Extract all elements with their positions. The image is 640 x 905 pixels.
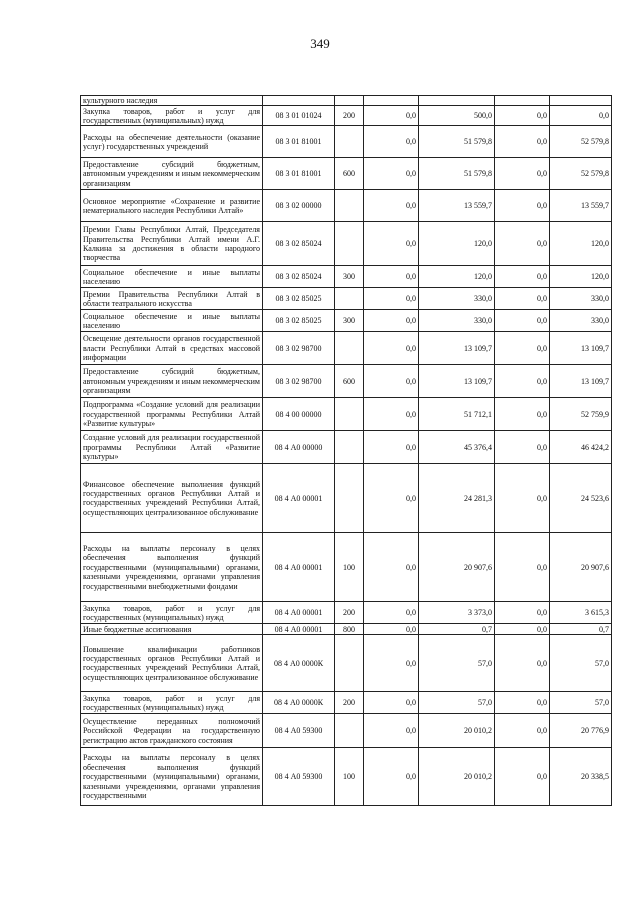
table-row [81,692,612,714]
expense-name-cell: Освещение деятельности органов государственной власти Республики Алтай в средствах массовой информации [81,332,263,365]
amount-cell-1: 0,0 [364,365,419,398]
table-row [81,288,612,310]
expense-name-cell: Предоставление субсидий бюджетным, автономным учреждениям и иным некоммерческим организациям [81,158,263,190]
expense-kind-cell [335,714,364,748]
amount-cell-2 [419,96,495,106]
amount-cell-1: 0,0 [364,266,419,288]
amount-cell-4: 46 424,2 [550,431,612,464]
amount-cell-3: 0,0 [495,222,550,266]
table-row [81,365,612,398]
amount-cell-4 [550,96,612,106]
table-row [81,96,612,106]
amount-cell-3: 0,0 [495,692,550,714]
amount-cell-1: 0,0 [364,464,419,533]
expense-kind-cell [335,332,364,365]
expense-kind-cell [335,398,364,431]
expense-name-cell: Расходы на выплаты персоналу в целях обеспечения выполнения функций государственными (муниципальными) органами, казенными учреждениями, органами управления государственными внебюджетными фондами [81,533,263,602]
expense-kind-cell: 600 [335,365,364,398]
table-row [81,332,612,365]
amount-cell-4: 57,0 [550,635,612,692]
amount-cell-3: 0,0 [495,635,550,692]
target-article-code-cell: 08 3 02 98700 [263,365,335,398]
budget-table [80,95,612,806]
expense-kind-cell: 300 [335,310,364,332]
target-article-code-cell: 08 4 А0 0000К [263,635,335,692]
table-row [81,533,612,602]
table-row [81,398,612,431]
amount-cell-1: 0,0 [364,126,419,158]
expense-kind-cell: 200 [335,692,364,714]
amount-cell-2: 51 712,1 [419,398,495,431]
expense-kind-cell [335,288,364,310]
amount-cell-2: 3 373,0 [419,602,495,624]
expense-name-cell: Повышение квалификации работников государственных органов Республики Алтай и государственных учреждений Республики Алтай, осуществляющих централизованное обслуживание [81,635,263,692]
amount-cell-2: 20 907,6 [419,533,495,602]
amount-cell-2: 120,0 [419,222,495,266]
table-row [81,464,612,533]
amount-cell-4: 57,0 [550,692,612,714]
amount-cell-2: 57,0 [419,692,495,714]
target-article-code-cell: 08 4 А0 59300 [263,714,335,748]
amount-cell-3: 0,0 [495,748,550,806]
amount-cell-1: 0,0 [364,398,419,431]
expense-kind-cell [335,464,364,533]
expense-name-cell: Социальное обеспечение и иные выплаты населению [81,266,263,288]
amount-cell-3: 0,0 [495,624,550,635]
table-row [81,106,612,126]
amount-cell-4: 13 109,7 [550,365,612,398]
expense-name-cell: Закупка товаров, работ и услуг для государственных (муниципальных) нужд [81,106,263,126]
amount-cell-4: 13 109,7 [550,332,612,365]
amount-cell-4: 13 559,7 [550,190,612,222]
expense-name-cell: Подпрограмма «Создание условий для реализации государственной программы Республики Алтай «Развитие культуры» [81,398,263,431]
target-article-code-cell: 08 4 А0 59300 [263,748,335,806]
amount-cell-3: 0,0 [495,106,550,126]
expense-kind-cell: 200 [335,602,364,624]
amount-cell-2: 20 010,2 [419,748,495,806]
expense-name-cell: Премии Главы Республики Алтай, Председателя Правительства Республики Алтай имени А.Г. Калкина за достижения в области народного творчества [81,222,263,266]
target-article-code-cell: 08 3 02 00000 [263,190,335,222]
amount-cell-2: 330,0 [419,288,495,310]
amount-cell-4: 52 759,9 [550,398,612,431]
amount-cell-1: 0,0 [364,310,419,332]
amount-cell-2: 500,0 [419,106,495,126]
target-article-code-cell: 08 3 02 85025 [263,288,335,310]
expense-kind-cell: 300 [335,266,364,288]
amount-cell-4: 120,0 [550,266,612,288]
amount-cell-4: 3 615,3 [550,602,612,624]
amount-cell-4: 0,7 [550,624,612,635]
target-article-code-cell: 08 4 А0 00001 [263,602,335,624]
table-row [81,126,612,158]
amount-cell-2: 57,0 [419,635,495,692]
expense-kind-cell: 600 [335,158,364,190]
target-article-code-cell: 08 4 А0 00001 [263,624,335,635]
amount-cell-3: 0,0 [495,365,550,398]
target-article-code-cell: 08 3 01 81001 [263,158,335,190]
amount-cell-2: 13 559,7 [419,190,495,222]
expense-name-cell: Расходы на выплаты персоналу в целях обеспечения выполнения функций государственными (муниципальными) органами, казенными учреждениями, органами управления государственными [81,748,263,806]
amount-cell-2: 51 579,8 [419,158,495,190]
table-row [81,266,612,288]
expense-kind-cell [335,222,364,266]
amount-cell-4: 0,0 [550,106,612,126]
expense-kind-cell: 100 [335,533,364,602]
amount-cell-4: 20 907,6 [550,533,612,602]
target-article-code-cell [263,96,335,106]
amount-cell-2: 120,0 [419,266,495,288]
expense-kind-cell [335,635,364,692]
expense-kind-cell: 100 [335,748,364,806]
target-article-code-cell: 08 4 А0 0000К [263,692,335,714]
amount-cell-1: 0,0 [364,602,419,624]
amount-cell-3: 0,0 [495,714,550,748]
target-article-code-cell: 08 3 02 85024 [263,266,335,288]
amount-cell-1: 0,0 [364,533,419,602]
amount-cell-1: 0,0 [364,288,419,310]
amount-cell-2: 0,7 [419,624,495,635]
amount-cell-3: 0,0 [495,431,550,464]
amount-cell-3 [495,96,550,106]
amount-cell-1: 0,0 [364,158,419,190]
amount-cell-2: 51 579,8 [419,126,495,158]
target-article-code-cell: 08 3 01 01024 [263,106,335,126]
budget-table-body [81,96,612,806]
amount-cell-3: 0,0 [495,126,550,158]
target-article-code-cell: 08 4 А0 00000 [263,431,335,464]
table-row [81,624,612,635]
amount-cell-2: 24 281,3 [419,464,495,533]
table-row [81,310,612,332]
amount-cell-2: 20 010,2 [419,714,495,748]
amount-cell-1: 0,0 [364,106,419,126]
expense-kind-cell [335,126,364,158]
expense-name-cell: Социальное обеспечение и иные выплаты населению [81,310,263,332]
amount-cell-3: 0,0 [495,464,550,533]
amount-cell-3: 0,0 [495,602,550,624]
amount-cell-1: 0,0 [364,190,419,222]
table-row [81,714,612,748]
expense-kind-cell [335,190,364,222]
table-row [81,748,612,806]
amount-cell-4: 20 776,9 [550,714,612,748]
amount-cell-2: 330,0 [419,310,495,332]
amount-cell-1: 0,0 [364,222,419,266]
amount-cell-1: 0,0 [364,714,419,748]
amount-cell-3: 0,0 [495,533,550,602]
target-article-code-cell: 08 3 02 85025 [263,310,335,332]
target-article-code-cell: 08 4 А0 00001 [263,464,335,533]
expense-name-cell: Предоставление субсидий бюджетным, автономным учреждениям и иным некоммерческим организациям [81,365,263,398]
amount-cell-2: 13 109,7 [419,365,495,398]
expense-name-cell: культурного наследия [81,96,263,106]
expense-name-cell: Расходы на обеспечение деятельности (оказание услуг) государственных учреждений [81,126,263,158]
expense-name-cell: Премии Правительства Республики Алтай в области театрального искусства [81,288,263,310]
target-article-code-cell: 08 3 01 81001 [263,126,335,158]
target-article-code-cell: 08 3 02 98700 [263,332,335,365]
amount-cell-2: 13 109,7 [419,332,495,365]
expense-name-cell: Создание условий для реализации государственной программы Республики Алтай «Развитие культуры» [81,431,263,464]
table-row [81,190,612,222]
amount-cell-1: 0,0 [364,624,419,635]
expense-name-cell: Осуществление переданных полномочий Российской Федерации на государственную регистрацию актов гражданского состояния [81,714,263,748]
expense-kind-cell [335,96,364,106]
amount-cell-1: 0,0 [364,635,419,692]
amount-cell-1: 0,0 [364,332,419,365]
amount-cell-4: 330,0 [550,310,612,332]
amount-cell-3: 0,0 [495,332,550,365]
table-row [81,602,612,624]
amount-cell-4: 120,0 [550,222,612,266]
expense-name-cell: Иные бюджетные ассигнования [81,624,263,635]
amount-cell-3: 0,0 [495,158,550,190]
target-article-code-cell: 08 4 А0 00001 [263,533,335,602]
expense-name-cell: Закупка товаров, работ и услуг для государственных (муниципальных) нужд [81,602,263,624]
amount-cell-4: 330,0 [550,288,612,310]
expense-kind-cell: 800 [335,624,364,635]
amount-cell-1: 0,0 [364,692,419,714]
amount-cell-4: 24 523,6 [550,464,612,533]
page-number: 349 [310,36,330,51]
amount-cell-1 [364,96,419,106]
expense-name-cell: Финансовое обеспечение выполнения функций государственных органов Республики Алтай и государственных учреждений Республики Алтай, осуществляющих централизованное обслуживание [81,464,263,533]
amount-cell-3: 0,0 [495,266,550,288]
expense-kind-cell: 200 [335,106,364,126]
target-article-code-cell: 08 3 02 85024 [263,222,335,266]
amount-cell-2: 45 376,4 [419,431,495,464]
expense-name-cell: Закупка товаров, работ и услуг для государственных (муниципальных) нужд [81,692,263,714]
table-row [81,635,612,692]
amount-cell-3: 0,0 [495,288,550,310]
amount-cell-3: 0,0 [495,398,550,431]
amount-cell-4: 52 579,8 [550,158,612,190]
target-article-code-cell: 08 4 00 00000 [263,398,335,431]
amount-cell-3: 0,0 [495,190,550,222]
amount-cell-1: 0,0 [364,431,419,464]
expense-name-cell: Основное мероприятие «Сохранение и развитие нематериального наследия Республики Алтай» [81,190,263,222]
amount-cell-4: 20 338,5 [550,748,612,806]
expense-kind-cell [335,431,364,464]
table-row [81,158,612,190]
amount-cell-4: 52 579,8 [550,126,612,158]
amount-cell-3: 0,0 [495,310,550,332]
amount-cell-1: 0,0 [364,748,419,806]
table-row [81,222,612,266]
table-row [81,431,612,464]
